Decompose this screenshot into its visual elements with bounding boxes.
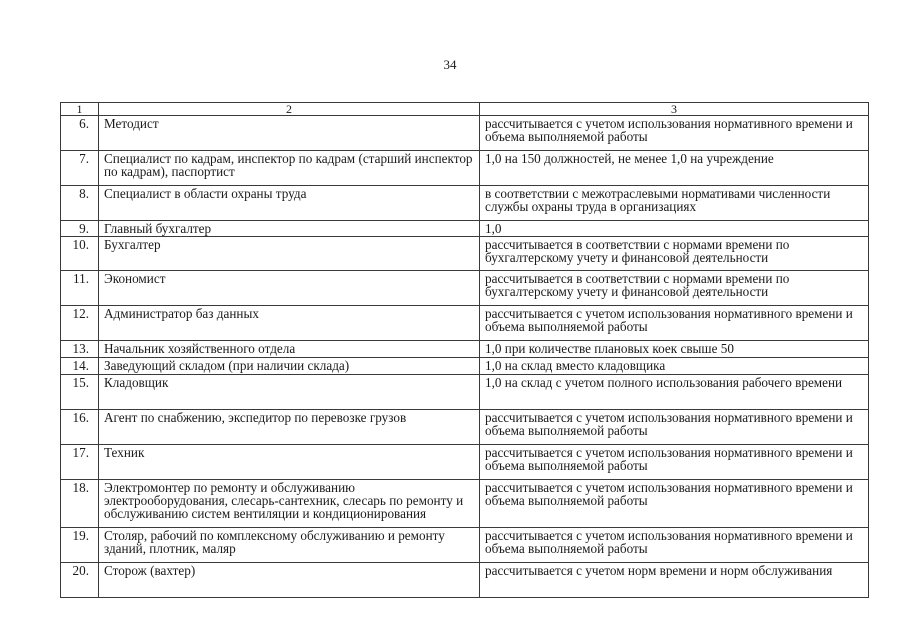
norm-cell: рассчитывается с учетом использования нормативного времени и объема выполняемой работы [480, 528, 869, 563]
row-number: 14. [61, 358, 99, 375]
table-row [61, 358, 869, 375]
row-number: 16. [61, 410, 99, 445]
table-row [61, 341, 869, 358]
norm-cell: 1,0 на 150 должностей, не менее 1,0 на учреждение [480, 151, 869, 186]
norm-cell: рассчитывается с учетом использования нормативного времени и объема выполняемой работы [480, 116, 869, 151]
header-col-number: 1 [61, 103, 99, 116]
table-row [61, 151, 869, 186]
table-row [61, 221, 869, 237]
row-number: 17. [61, 445, 99, 480]
row-number: 20. [61, 563, 99, 598]
table-row [61, 306, 869, 341]
table-row [61, 528, 869, 563]
position-cell: Специалист по кадрам, инспектор по кадрам (старший инспектор по кадрам), паспортист [99, 151, 480, 186]
row-number: 18. [61, 480, 99, 528]
norm-cell: рассчитывается с учетом использования нормативного времени и объема выполняемой работы [480, 445, 869, 480]
norm-cell: рассчитывается в соответствии с нормами времени по бухгалтерскому учету и финансовой деятельности [480, 271, 869, 306]
row-number: 19. [61, 528, 99, 563]
row-number: 8. [61, 186, 99, 221]
row-number: 10. [61, 237, 99, 271]
position-cell: Сторож (вахтер) [99, 563, 480, 598]
table-row [61, 271, 869, 306]
table-row [61, 375, 869, 410]
table-row [61, 563, 869, 598]
norm-cell: рассчитывается с учетом использования нормативного времени и объема выполняемой работы [480, 410, 869, 445]
position-cell: Начальник хозяйственного отдела [99, 341, 480, 358]
position-cell: Техник [99, 445, 480, 480]
position-cell: Кладовщик [99, 375, 480, 410]
row-number: 7. [61, 151, 99, 186]
position-cell: Бухгалтер [99, 237, 480, 271]
position-cell: Столяр, рабочий по комплексному обслуживанию и ремонту зданий, плотник, маляр [99, 528, 480, 563]
page-number: 34 [443, 57, 457, 72]
position-cell: Специалист в области охраны труда [99, 186, 480, 221]
staffing-norms-table [60, 102, 869, 598]
norm-cell: рассчитывается с учетом использования нормативного времени и объема выполняемой работы [480, 480, 869, 528]
norm-cell: 1,0 при количестве плановых коек свыше 50 [480, 341, 869, 358]
table-row [61, 186, 869, 221]
norm-cell: 1,0 на склад вместо кладовщика [480, 358, 869, 375]
header-col-norm: 3 [480, 103, 869, 116]
table-header-row [61, 103, 869, 116]
position-cell: Агент по снабжению, экспедитор по перевозке грузов [99, 410, 480, 445]
table-row [61, 410, 869, 445]
row-number: 6. [61, 116, 99, 151]
row-number: 15. [61, 375, 99, 410]
position-cell: Электромонтер по ремонту и обслуживанию электрооборудования, слесарь-сантехник, слесарь по ремонту и обслуживанию систем вентиляции и кондиционирования [99, 480, 480, 528]
row-number: 11. [61, 271, 99, 306]
norm-cell: рассчитывается в соответствии с нормами времени по бухгалтерскому учету и финансовой деятельности [480, 237, 869, 271]
table-row [61, 237, 869, 271]
position-cell: Администратор баз данных [99, 306, 480, 341]
row-number: 12. [61, 306, 99, 341]
table-row [61, 116, 869, 151]
norm-cell: 1,0 [480, 221, 869, 237]
position-cell: Главный бухгалтер [99, 221, 480, 237]
row-number: 13. [61, 341, 99, 358]
header-col-position: 2 [99, 103, 480, 116]
position-cell: Заведующий складом (при наличии склада) [99, 358, 480, 375]
norm-cell: рассчитывается с учетом норм времени и норм обслуживания [480, 563, 869, 598]
table-row [61, 445, 869, 480]
norm-cell: рассчитывается с учетом использования нормативного времени и объема выполняемой работы [480, 306, 869, 341]
row-number: 9. [61, 221, 99, 237]
position-cell: Экономист [99, 271, 480, 306]
table-row [61, 480, 869, 528]
norm-cell: в соответствии с межотраслевыми нормативами численности службы охраны труда в организациях [480, 186, 869, 221]
position-cell: Методист [99, 116, 480, 151]
norm-cell: 1,0 на склад с учетом полного использования рабочего времени [480, 375, 869, 410]
